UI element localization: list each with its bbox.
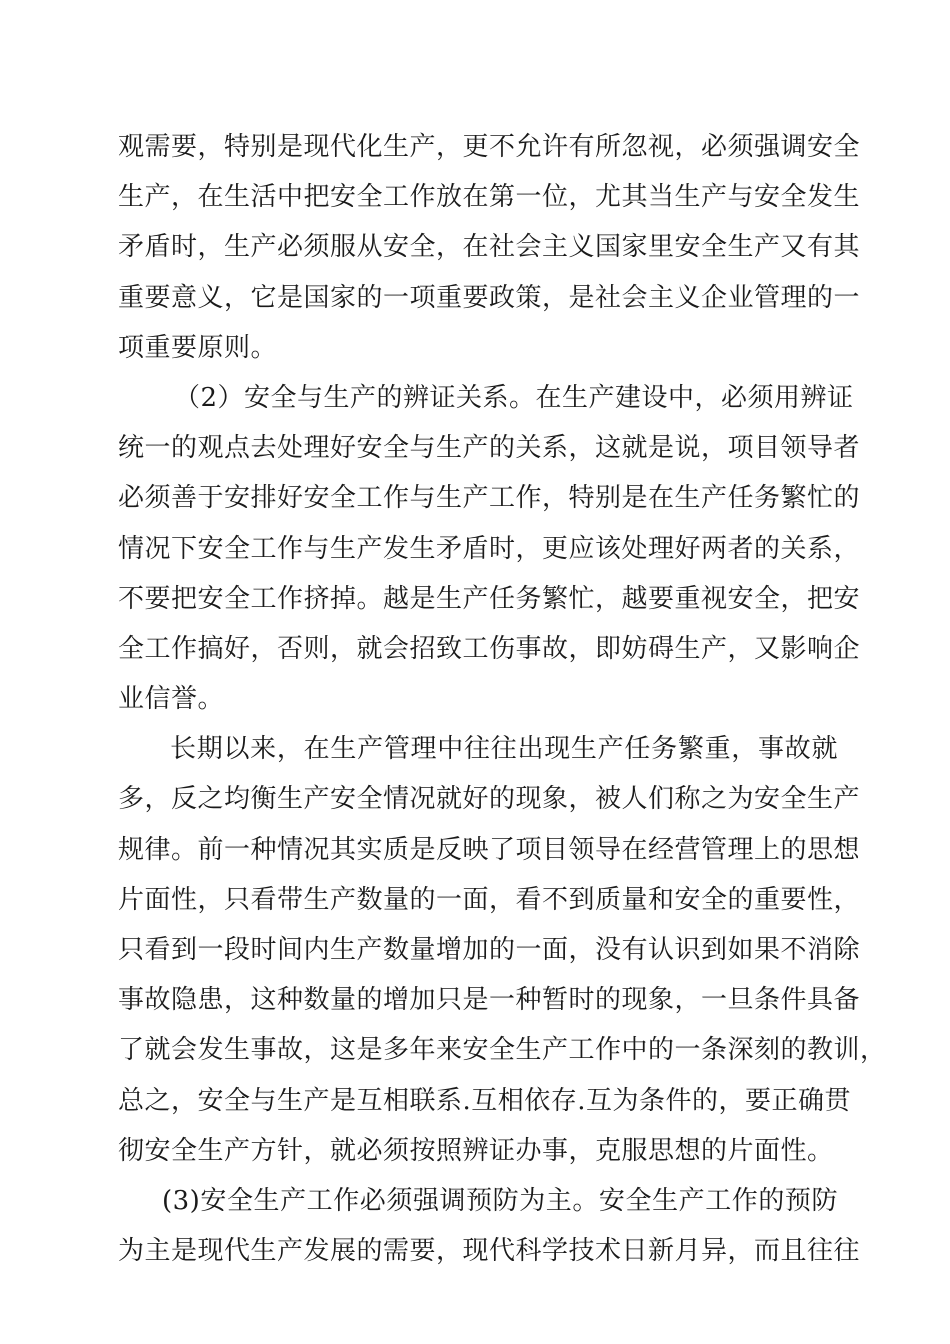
text-line: 事故隐患，这种数量的增加只是一种暂时的现象，一旦条件具备 bbox=[118, 985, 861, 1016]
text-line: 多，反之均衡生产安全情况就好的现象，被人们称之为安全生产 bbox=[118, 784, 861, 815]
paragraph-first-line: 长期以来，在生产管理中往往出现生产任务繁重，事故就 bbox=[170, 734, 838, 765]
body-text bbox=[118, 122, 887, 1276]
paragraph-first-line: （2）安全与生产的辨证关系。在生产建设中，必须用辨证 bbox=[174, 382, 854, 413]
text-line: 矛盾时，生产必须服从安全，在社会主义国家里安全生产又有其 bbox=[118, 232, 861, 263]
text-line: 业信誉。 bbox=[118, 684, 225, 715]
text-line: 彻安全生产方针，就必须按照辨证办事，克服思想的片面性。 bbox=[118, 1135, 834, 1166]
text-line: 必须善于安排好安全工作与生产工作，特别是在生产任务繁忙的 bbox=[118, 483, 861, 514]
paragraph-first-line: (3)安全生产工作必须强调预防为主。安全生产工作的预防 bbox=[162, 1185, 838, 1216]
text-line: 总之，安全与生产是互相联系.互相依存.互为条件的，要正确贯 bbox=[118, 1085, 852, 1116]
text-line: 不要把安全工作挤掉。越是生产任务繁忙，越要重视安全，把安 bbox=[118, 583, 861, 614]
text-line: 只看到一段时间内生产数量增加的一面，没有认识到如果不消除 bbox=[118, 935, 861, 965]
text-line: 项重要原则。 bbox=[118, 332, 278, 363]
text-line: 为主是现代生产发展的需要，现代科学技术日新月异，而且往往 bbox=[118, 1236, 861, 1267]
text-line: 了就会发生事故，这是多年来安全生产工作中的一条深刻的教训， bbox=[118, 1035, 887, 1066]
text-line: 全工作搞好，否则，就会招致工伤事故，即妨碍生产，又影响企 bbox=[118, 633, 861, 664]
text-line: 情况下安全工作与生产发生矛盾时，更应该处理好两者的关系， bbox=[118, 533, 861, 564]
text-line: 生产，在生活中把安全工作放在第一位，尤其当生产与安全发生 bbox=[118, 182, 861, 213]
text-line: 规律。前一种情况其实质是反映了项目领导在经营管理上的思想 bbox=[118, 834, 861, 865]
text-line: 片面性，只看带生产数量的一面，看不到质量和安全的重要性， bbox=[118, 884, 861, 915]
text-line: 观需要，特别是现代化生产，更不允许有所忽视，必须强调安全 bbox=[118, 132, 861, 162]
text-line: 重要意义，它是国家的一项重要政策，是社会主义企业管理的一 bbox=[118, 282, 861, 313]
text-line: 统一的观点去处理好安全与生产的关系，这就是说，项目领导者 bbox=[118, 433, 861, 464]
